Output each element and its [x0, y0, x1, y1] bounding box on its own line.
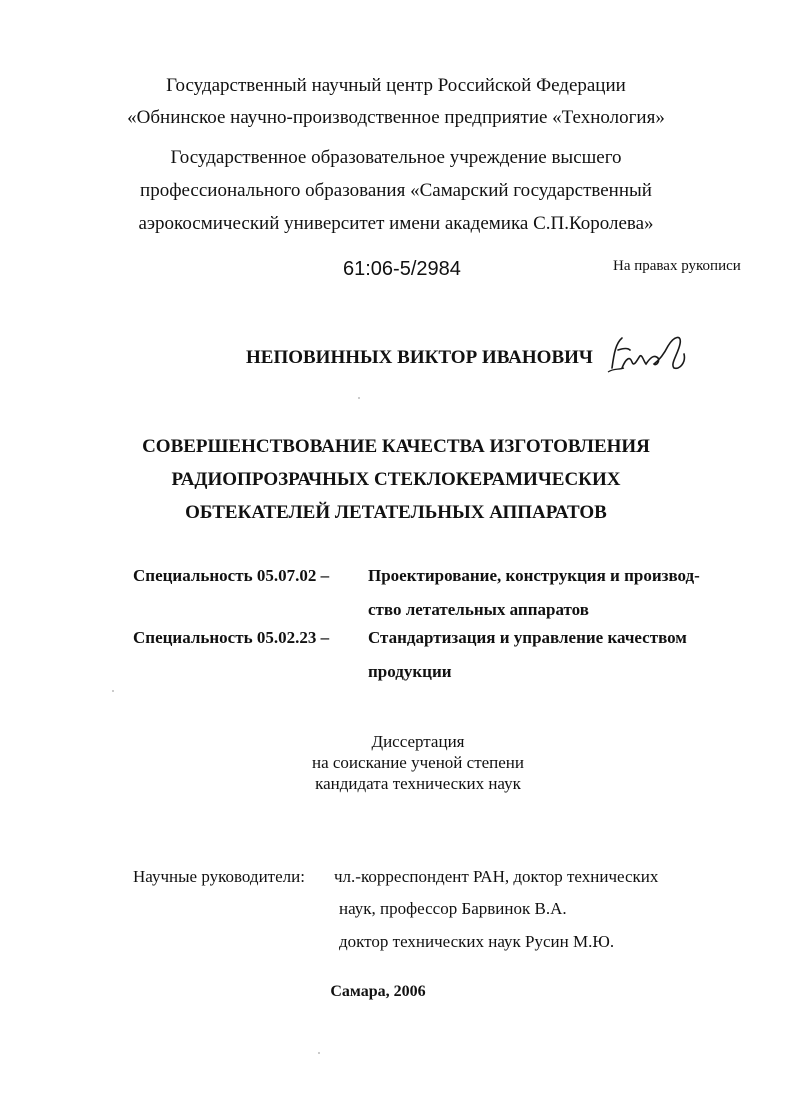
header-line-4: профессионального образования «Самарский государственный: [140, 180, 652, 201]
scan-speck: [318, 1052, 320, 1054]
specialty-1-line-2: ство летательных аппаратов: [368, 600, 589, 619]
scan-speck: [358, 397, 360, 399]
scan-speck: [112, 690, 114, 692]
specialty-2-text: [368, 621, 768, 689]
signature-image: [604, 328, 704, 378]
registry-code: 61:06-5/2984: [343, 258, 461, 280]
specialty-2-line-2: продукции: [368, 662, 452, 681]
dissertation-line-1: Диссертация: [371, 732, 465, 751]
title-line-3: ОБТЕКАТЕЛЕЙ ЛЕТАТЕЛЬНЫХ АППАРАТОВ: [185, 502, 607, 523]
city-year: Самара, 2006: [330, 983, 426, 1000]
specialty-2-label: Специальность 05.02.23 –: [133, 628, 330, 647]
title-line-2: РАДИОПРОЗРАЧНЫХ СТЕКЛОКЕРАМИЧЕСКИХ: [171, 469, 621, 490]
specialty-1-text: [368, 559, 768, 627]
specialty-1-line-1: Проектирование, конструкция и производ-: [368, 566, 700, 585]
specialty-2-line-1: Стандартизация и управление качеством: [368, 628, 687, 647]
dissertation-line-3: кандидата технических наук: [315, 774, 521, 793]
header-line-2: «Обнинское научно-производственное предприятие «Технология»: [127, 107, 665, 128]
specialty-1-label: Специальность 05.07.02 –: [133, 566, 330, 585]
dissertation-line-2: на соискание ученой степени: [311, 753, 525, 772]
supervisor-line-2: наук, профессор Барвинок В.А.: [339, 899, 567, 918]
manuscript-rights: На правах рукописи: [613, 258, 741, 274]
header-line-1: Государственный научный центр Российской Федерации: [166, 75, 626, 96]
supervisors-label: Научные руководители:: [133, 867, 305, 886]
supervisor-line-3: доктор технических наук Русин М.Ю.: [339, 932, 615, 951]
author-name: НЕПОВИННЫХ ВИКТОР ИВАНОВИЧ: [246, 347, 593, 368]
header-line-5: аэрокосмический университет имени академика С.П.Королева»: [138, 213, 654, 234]
supervisor-line-1: чл.-корреспондент РАН, доктор технических: [334, 867, 659, 886]
header-line-3: Государственное образовательное учреждение высшего: [170, 147, 622, 168]
title-line-1: СОВЕРШЕНСТВОВАНИЕ КАЧЕСТВА ИЗГОТОВЛЕНИЯ: [142, 436, 650, 457]
